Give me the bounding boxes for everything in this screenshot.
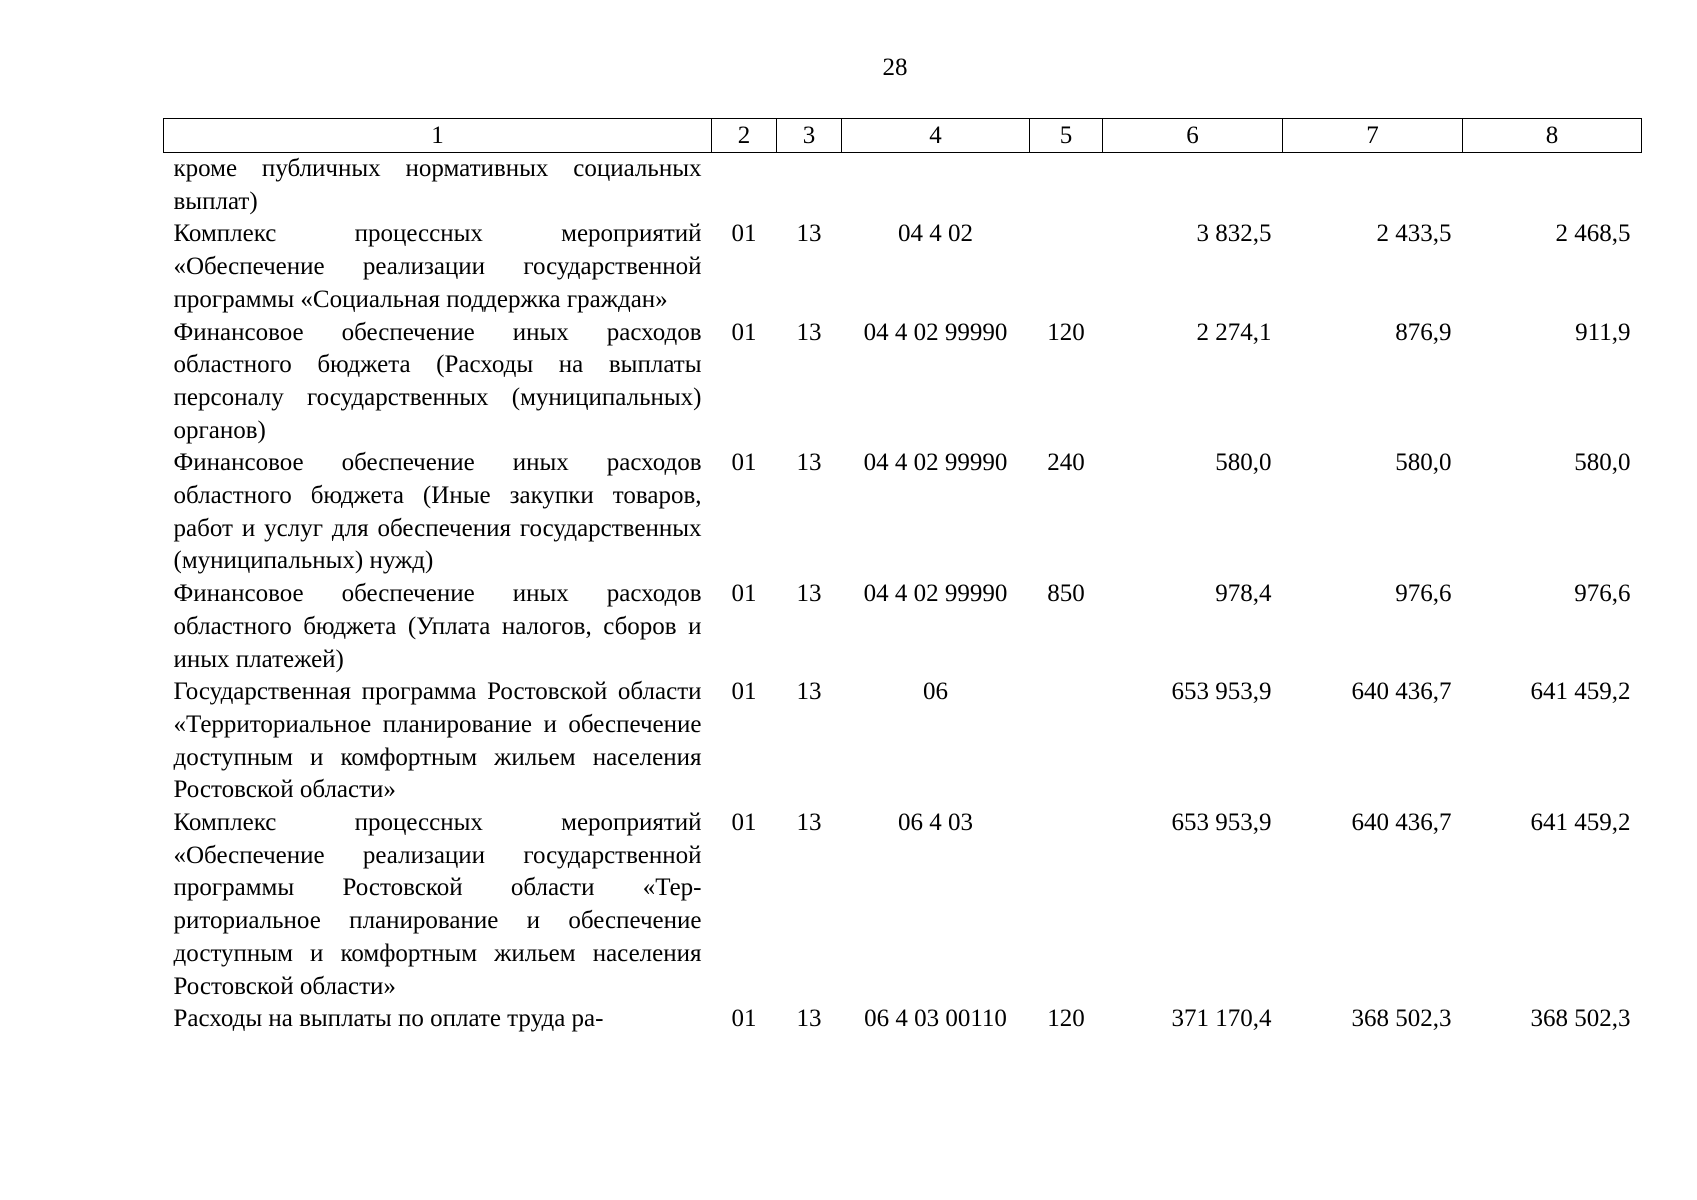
row-target-article: 04 4 02 99990 (863, 449, 1008, 477)
row-amount-col7: 368 502,3 (1351, 1005, 1452, 1033)
row-amount-col6: 580,0 (1215, 449, 1272, 477)
row-name: кроме публичных нормативных социальных выплат) (173, 155, 702, 215)
row-expense-type (1030, 676, 1103, 807)
row-expense-type: 120 (1047, 318, 1085, 346)
row-amount-col6: 2 274,1 (1196, 318, 1272, 346)
row-amount-col8: 641 459,2 (1530, 678, 1631, 706)
table-row (164, 153, 1642, 219)
header-col-3: 3 (777, 119, 842, 153)
row-expense-type (1030, 807, 1103, 1003)
row-target-article: 04 4 02 99990 (863, 318, 1008, 346)
row-name: Государственная программа Ростовской области «Территориальное планирование и обеспечение доступным и комфортным жильем населения Ростовской области» (173, 678, 702, 804)
row-subsection (777, 153, 842, 219)
header-col-5: 5 (1030, 119, 1103, 153)
table-row (164, 807, 1642, 1003)
row-amount-col6 (1103, 153, 1283, 219)
row-section: 01 (731, 678, 757, 706)
table-row (164, 578, 1642, 676)
table-row (164, 317, 1642, 448)
header-col-4: 4 (842, 119, 1030, 153)
row-section: 01 (731, 449, 757, 477)
row-amount-col7: 580,0 (1395, 449, 1452, 477)
row-section: 01 (731, 1005, 757, 1033)
header-col-1: 1 (164, 119, 712, 153)
row-subsection: 13 (796, 678, 822, 706)
row-name: Комплекс процессных мероприятий «Обеспечение реализации государственной программы Ростовской области «Территориальное планирование и обеспечение доступным и комфортным жильем населения Ростовской области» (173, 809, 702, 1000)
budget-table (163, 118, 1642, 1036)
table-row (164, 1003, 1642, 1036)
table-row (164, 447, 1642, 578)
row-expense-type: 240 (1047, 449, 1085, 477)
row-amount-col6: 371 170,4 (1171, 1005, 1272, 1033)
row-name: Комплекс процессных мероприятий «Обеспечение реализации государственной программы «Социальная поддержка граждан» (173, 220, 702, 313)
header-col-2: 2 (712, 119, 777, 153)
row-section: 01 (731, 580, 757, 608)
row-expense-type: 850 (1047, 580, 1085, 608)
header-row (164, 119, 1642, 153)
row-name: Финансовое обеспечение иных расходов областного бюджета (Расходы на выплаты персоналу государственных (муниципальных) органов) (173, 318, 702, 444)
header-col-8: 8 (1463, 119, 1642, 153)
row-section: 01 (731, 318, 757, 346)
row-amount-col7: 976,6 (1395, 580, 1452, 608)
row-amount-col8: 976,6 (1574, 580, 1631, 608)
row-name: Финансовое обеспечение иных расходов областного бюджета (Уплата налогов, сборов и иных платежей) (173, 580, 702, 673)
row-expense-type: 120 (1047, 1005, 1085, 1033)
row-subsection: 13 (796, 580, 822, 608)
row-amount-col8 (1463, 153, 1642, 219)
row-target-article: 06 4 03 00110 (864, 1005, 1007, 1033)
row-target-article: 06 4 03 (898, 809, 973, 837)
row-expense-type (1030, 218, 1103, 316)
row-target-article: 06 (923, 678, 948, 706)
row-name: Финансовое обеспечение иных расходов областного бюджета (Иные закупки товаров, работ и услуг для обеспечения государственных (муниципальных) нужд) (173, 449, 702, 575)
row-amount-col6: 653 953,9 (1171, 678, 1272, 706)
header-col-6: 6 (1103, 119, 1283, 153)
row-subsection: 13 (796, 449, 822, 477)
table-header (164, 119, 1642, 153)
row-expense-type (1030, 153, 1103, 219)
row-amount-col8: 911,9 (1575, 318, 1631, 346)
row-amount-col7: 640 436,7 (1351, 809, 1452, 837)
row-section: 01 (731, 809, 757, 837)
row-subsection: 13 (796, 1005, 822, 1033)
row-amount-col6: 3 832,5 (1196, 220, 1272, 248)
row-subsection: 13 (796, 809, 822, 837)
row-target-article: 04 4 02 (898, 220, 973, 248)
row-section: 01 (731, 220, 757, 248)
row-target-article (842, 153, 1030, 219)
row-name: Расходы на выплаты по оплате труда ра- (173, 1005, 604, 1033)
table-row (164, 218, 1642, 316)
row-subsection: 13 (796, 318, 822, 346)
header-col-7: 7 (1283, 119, 1463, 153)
row-amount-col7 (1283, 153, 1463, 219)
row-amount-col8: 2 468,5 (1555, 220, 1631, 248)
row-amount-col8: 368 502,3 (1530, 1005, 1631, 1033)
page-number: 28 (882, 54, 908, 81)
row-amount-col7: 640 436,7 (1351, 678, 1452, 706)
row-section (712, 153, 777, 219)
row-amount-col8: 580,0 (1574, 449, 1631, 477)
row-subsection: 13 (796, 220, 822, 248)
row-amount-col7: 2 433,5 (1376, 220, 1452, 248)
table-row (164, 676, 1642, 807)
row-amount-col7: 876,9 (1395, 318, 1452, 346)
row-target-article: 04 4 02 99990 (863, 580, 1008, 608)
row-amount-col6: 978,4 (1215, 580, 1272, 608)
row-amount-col8: 641 459,2 (1530, 809, 1631, 837)
table-body (164, 153, 1642, 1036)
row-amount-col6: 653 953,9 (1171, 809, 1272, 837)
